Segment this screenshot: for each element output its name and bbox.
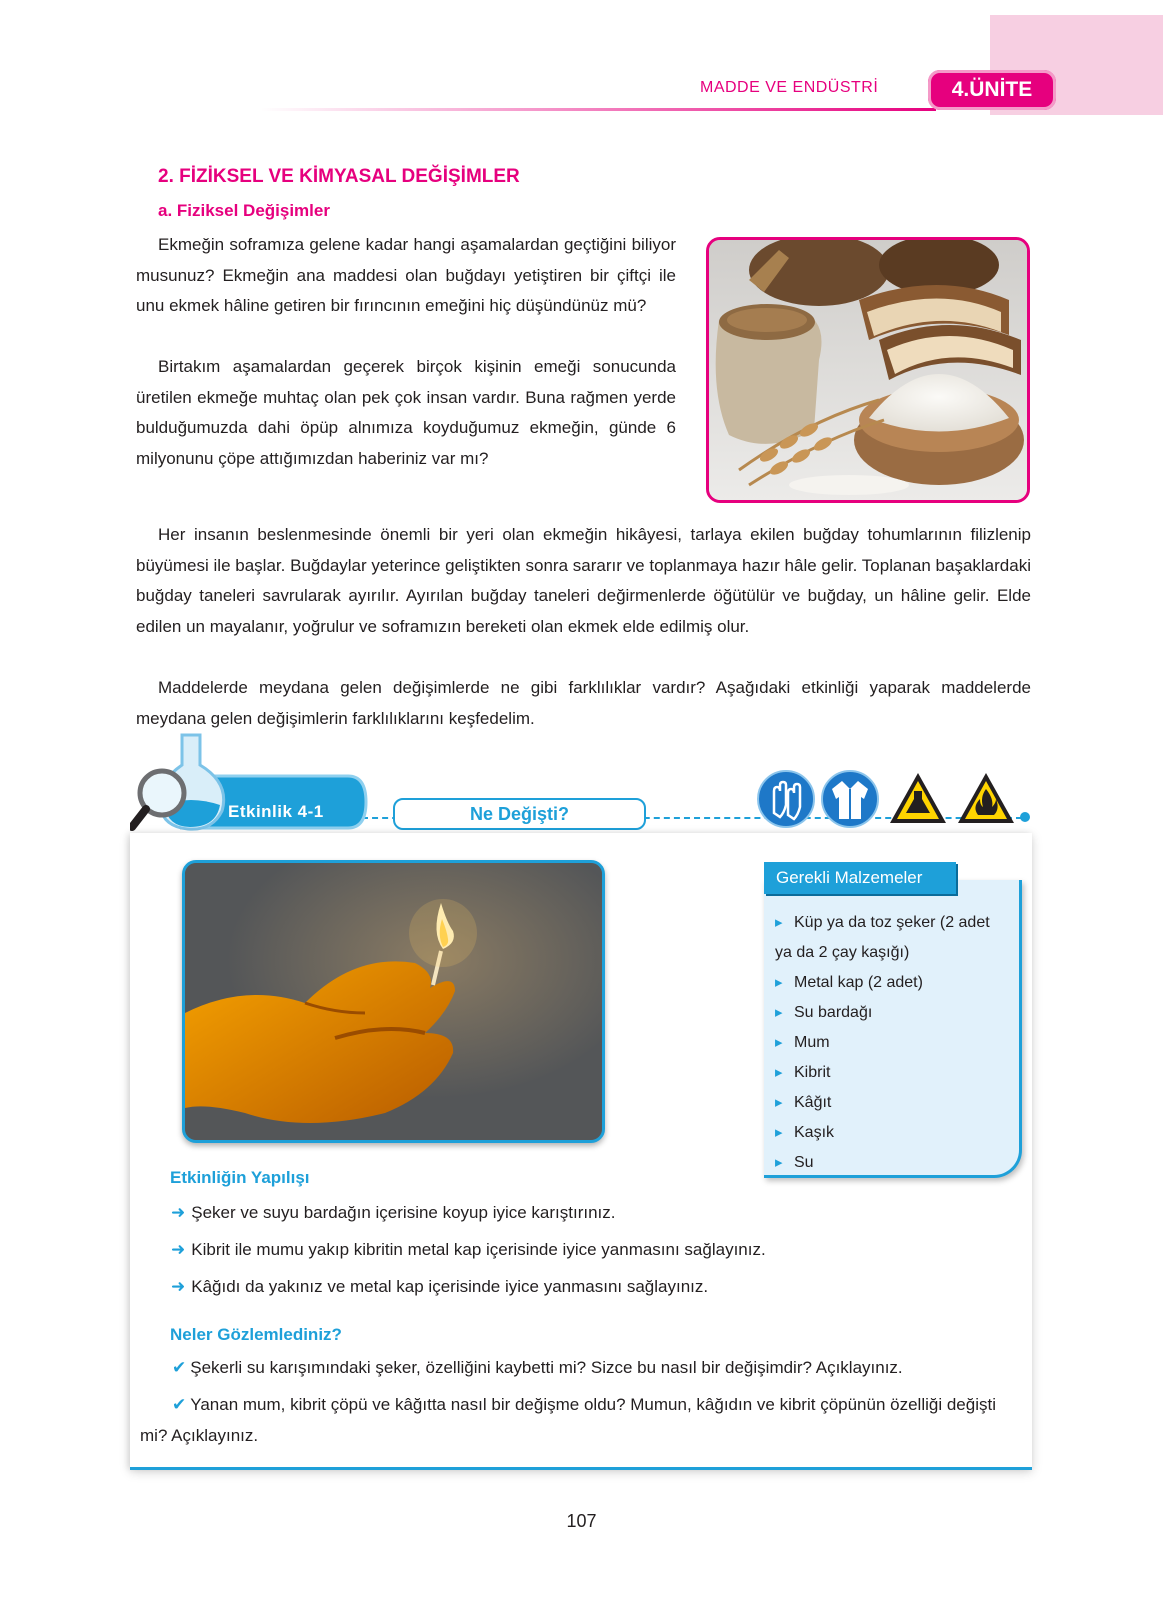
observation-text: Şekerli su karışımındaki şeker, özelliğini kaybetti mi? Sizce bu nasıl bir değişimdir? Açıklayınız. (190, 1358, 903, 1377)
observations-title: Neler Gözlemlediniz? (170, 1325, 342, 1344)
materials-item (775, 908, 1015, 968)
arrow-right-icon: ➜ (171, 1240, 186, 1259)
materials-item-text: Küp ya da toz şeker (2 adet (794, 914, 990, 931)
paragraph-2: Birtakım aşamalardan geçerek birçok kişinin emeği sonucunda üretilen ekmeğe muhtaç olan pek çok insan vardır. Buna rağmen yerde bulduğumuzda dahi öpüp alnımıza koyduğumuz ekmeğin, günde 6 milyonunu çöpe attığımızdan haberiniz var mı? (136, 357, 676, 468)
arrow-right-icon: ➜ (171, 1203, 186, 1222)
procedure-step (171, 1277, 708, 1297)
procedure-step (171, 1203, 616, 1223)
procedure-step-text: Kâğıdı da yakınız ve metal kap içerisinde iyice yanmasını sağlayınız. (191, 1277, 709, 1296)
activity-title: Ne Değişti? (393, 798, 646, 830)
paragraph-3: Her insanın beslenmesinde önemli bir yeri olan ekmeğin hikâyesi, tarlaya ekilen buğday tohumlarının filizlenip büyümesi ile başlar. Buğdaylar yeterince geliştikten sonra sararır ve toplanmaya hazır hâle gelir. Toplanan başaklardaki buğday taneleri savrularak ayırılır. Ayırılan buğday taneleri değirmenlerde öğütülür ve buğday, un hâline gelir. Elde edilen un mayalanır, yoğrulur ve soframızın bereketi olan ekmek elde edilmiş olur. (136, 525, 1031, 636)
activity-line-end-dot (1020, 812, 1030, 822)
observation-item (140, 1390, 1020, 1451)
chapter-title: MADDE VE ENDÜSTRİ (700, 79, 879, 96)
materials-item-text-cont: ya da 2 çay kaşığı) (775, 944, 910, 961)
observation-text: Yanan mum, kibrit çöpü ve kâğıtta nasıl bir değişme oldu? Mumun, kâğıdın ve kibrit çöpünün özelliği değişti mi? Açıklayınız. (140, 1395, 996, 1445)
materials-item: ▸ Metal kap (2 adet) (775, 968, 1015, 998)
section-title: 2. FİZİKSEL VE KİMYASAL DEĞİŞİMLER (158, 166, 520, 187)
materials-item: ▸ Su (775, 1148, 1015, 1178)
header-rule (260, 108, 936, 111)
checkmark-icon: ✔ (172, 1395, 187, 1414)
materials-title: Gerekli Malzemeler (764, 862, 956, 894)
paragraph-1: Ekmeğin soframıza gelene kadar hangi aşamalardan geçtiğini biliyor musunuz? Ekmeğin ana maddesi olan buğdayı yetiştiren bir çiftçi ile unu ekmek hâline getiren bir fırıncının emeğini hiç düşündünüz mü? (136, 235, 676, 316)
materials-item: ▸ Su bardağı (775, 998, 1015, 1028)
subsection-title: a. Fiziksel Değişimler (158, 201, 330, 220)
observation-item (172, 1353, 903, 1384)
page-number: 107 (566, 1511, 597, 1531)
procedure-step-text: Şeker ve suyu bardağın içerisine koyup iyice karıştırınız. (191, 1203, 616, 1222)
activity-number: Etkinlik 4-1 (228, 802, 324, 821)
bread-flour-illustration (709, 240, 1027, 500)
chemical-hazard-icon (888, 769, 948, 829)
gloves-icon (756, 769, 816, 829)
procedure-step (171, 1240, 766, 1260)
materials-item: ▸ Mum (775, 1028, 1015, 1058)
paragraph-4: Maddelerde meydana gelen değişimlerde ne gibi farklılıklar vardır? Aşağıdaki etkinliği yaparak maddelerde meydana gelen değişimlerin farklılıklarını keşfedelim. (136, 678, 1031, 728)
materials-item: ▸ Kaşık (775, 1118, 1015, 1148)
bread-flour-photo (706, 237, 1030, 503)
magnifier-flask-icon (130, 731, 240, 835)
unit-tab: 4.ÜNİTE (928, 70, 1056, 110)
checkmark-icon: ✔ (172, 1358, 187, 1377)
materials-item: ▸ Kibrit (775, 1058, 1015, 1088)
materials-list (775, 908, 1015, 1178)
procedure-step-text: Kibrit ile mumu yakıp kibritin metal kap içerisinde iyice yanmasını sağlayınız. (191, 1240, 766, 1259)
flammable-hazard-icon (956, 769, 1016, 829)
arrow-right-icon: ➜ (171, 1277, 186, 1296)
lab-coat-icon (820, 769, 880, 829)
materials-item: ▸ Kâğıt (775, 1088, 1015, 1118)
procedure-title: Etkinliğin Yapılışı (170, 1168, 310, 1187)
activity-panel-bottom-rule (130, 1467, 1032, 1470)
burning-match-photo (182, 860, 605, 1143)
gloved-hand-match-illustration (185, 863, 602, 1140)
